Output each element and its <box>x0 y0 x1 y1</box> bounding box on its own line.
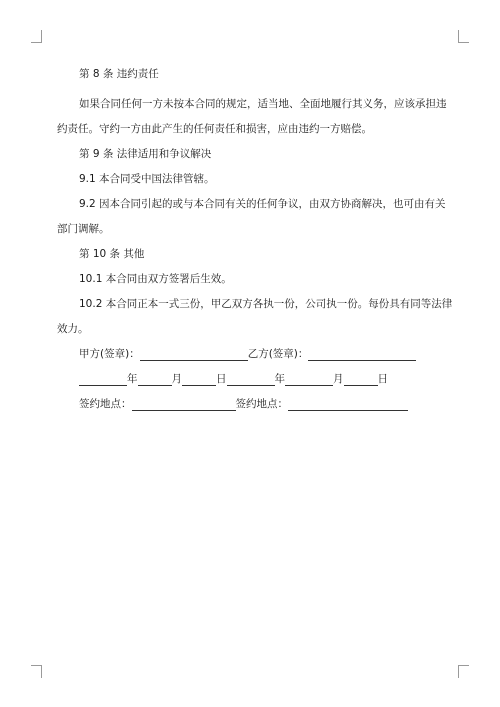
clause-10-2-line-1: 10.2 本合同正本一式三份，甲乙双方各执一份，公司执一份。每份具有同等法律 <box>79 298 453 310</box>
party-b-signature-label: 乙方(签章)： <box>247 348 309 360</box>
party-a-day-label: 日 <box>216 373 227 385</box>
crop-mark-bottom-right <box>458 665 469 678</box>
party-b-month-blank[interactable] <box>285 374 333 386</box>
party-b-place-blank[interactable] <box>288 399 408 411</box>
party-b-day-label: 日 <box>377 373 388 385</box>
party-b-place-label: 签约地点： <box>235 398 288 410</box>
article-8-paragraph-line-1: 如果合同任何一方未按本合同的规定，适当地、全面地履行其义务，应该承担违 <box>79 98 447 110</box>
party-a-year-label: 年 <box>127 373 138 385</box>
party-b-month-label: 月 <box>333 373 344 385</box>
party-b-day-blank[interactable] <box>344 374 378 386</box>
party-b-year-blank[interactable] <box>227 374 275 386</box>
signing-place-row <box>79 397 408 411</box>
party-a-place-label: 签约地点： <box>79 398 132 410</box>
party-a-month-blank[interactable] <box>138 374 172 386</box>
clause-9-1: 9.1 本合同受中国法律管辖。 <box>79 173 215 185</box>
clause-10-2-line-2: 效力。 <box>57 323 89 335</box>
crop-mark-top-left <box>31 30 42 43</box>
party-a-signature-label: 甲方(签章)： <box>79 348 140 360</box>
crop-mark-top-right <box>458 30 469 43</box>
article-8-paragraph-line-2: 约责任。守约一方由此产生的任何责任和损害，应由违约一方赔偿。 <box>57 123 372 135</box>
party-b-signature-blank[interactable] <box>308 349 416 361</box>
article-8-heading: 第 8 条 违约责任 <box>79 68 159 80</box>
party-a-month-label: 月 <box>171 373 182 385</box>
party-a-day-blank[interactable] <box>182 374 216 386</box>
signature-row <box>79 347 416 361</box>
party-b-year-label: 年 <box>274 373 285 385</box>
clause-9-2-line-2: 部门调解。 <box>57 223 110 235</box>
party-a-place-blank[interactable] <box>132 399 236 411</box>
clause-10-1: 10.1 本合同由双方签署后生效。 <box>79 273 232 285</box>
party-a-signature-blank[interactable] <box>140 349 248 361</box>
article-10-heading: 第 10 条 其他 <box>79 248 145 260</box>
clause-9-2-line-1: 9.2 因本合同引起的或与本合同有关的任何争议，由双方协商解决，也可由有关 <box>79 198 446 210</box>
party-a-year-blank[interactable] <box>79 374 127 386</box>
date-row <box>79 372 388 386</box>
article-9-heading: 第 9 条 法律适用和争议解决 <box>79 148 212 160</box>
crop-mark-bottom-left <box>31 665 42 678</box>
